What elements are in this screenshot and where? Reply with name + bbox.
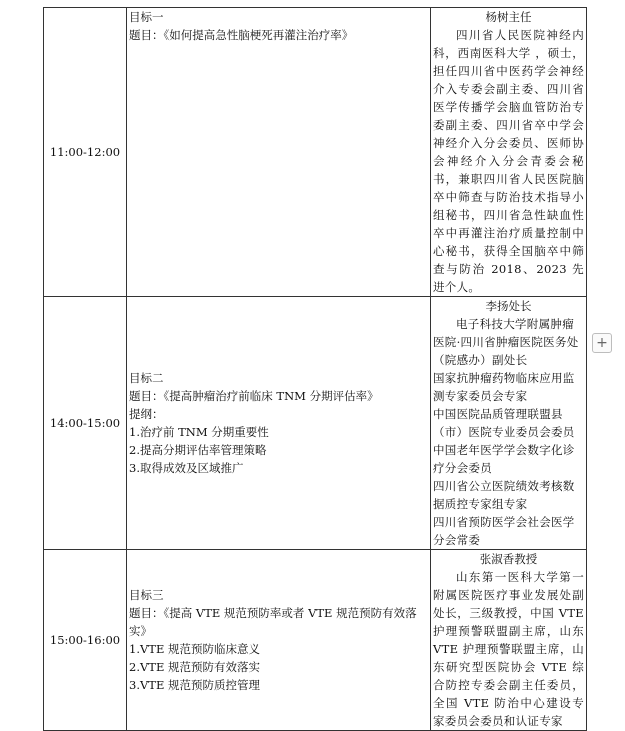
speaker-cell — [431, 8, 587, 297]
outline-item: 3.取得成效及区域推广 — [129, 461, 244, 475]
schedule-table — [43, 7, 587, 731]
session-goal: 目标三 — [129, 588, 164, 602]
session-content — [127, 8, 431, 297]
table-row — [44, 297, 587, 550]
speaker-name: 杨树主任 — [485, 10, 532, 24]
session-topic: 题目：《如何提高急性脑梗死再灌注治疗率》 — [129, 28, 354, 42]
add-row-button[interactable]: + — [592, 333, 612, 353]
session-time: 14:00-15:00 — [44, 297, 127, 550]
speaker-bio: 山东第一医科大学第一附属医院医疗事业发展处副处长，三级教授，中国 VTE 护理预警联盟副主席，山东 VTE 护理预警联盟主席，山东研究型医院协会 VTE 综合防控专委会副主任委员，全国 VTE 防治中心建设专家委员会委员和认证专家 — [433, 570, 584, 728]
table-row — [44, 550, 587, 731]
session-topic: 题目：《提高 VTE 规范预防率或者 VTE 规范预防有效落实》 — [129, 606, 417, 638]
speaker-bio-line: 中国医院品质管理联盟县（市）医院专业委员会委员 — [433, 407, 575, 439]
session-content — [127, 550, 431, 731]
table-row — [44, 8, 587, 297]
outline-label: 提纲： — [129, 407, 164, 421]
speaker-bio-line: 中国老年医学学会数字化诊疗分会委员 — [433, 443, 575, 475]
speaker-bio-line: 电子科技大学附属肿瘤医院·四川省肿瘤医院医务处（院感办）副处长 — [433, 317, 579, 367]
session-time: 11:00-12:00 — [44, 8, 127, 297]
outline-item: 2.提高分期评估率管理策略 — [129, 443, 267, 457]
speaker-name: 李扬处长 — [485, 299, 532, 313]
speaker-cell — [431, 297, 587, 550]
outline-item: 3.VTE 规范预防质控管理 — [129, 678, 260, 692]
session-time: 15:00-16:00 — [44, 550, 127, 731]
speaker-bio: 四川省人民医院神经内科，西南医科大学 ，硕士，担任四川省中医药学会神经介入专委会副主委、四川省医学传播学会脑血管防治专委副主委、四川省卒中学会神经介入分会委员、医师协会神经介入分会青委会秘书，兼职四川省人民医院脑卒中筛查与防治技术指导小组秘书，四川省急性缺血性卒中再灌注治疗质量控制中心秘书，获得全国脑卒中筛查与防治 2018、2023 先进个人。 — [433, 28, 584, 294]
session-goal: 目标二 — [129, 371, 164, 385]
outline-item: 1.VTE 规范预防临床意义 — [129, 642, 260, 656]
session-goal: 目标一 — [129, 10, 164, 24]
speaker-name: 张淑香教授 — [479, 552, 538, 566]
speaker-bio-line: 四川省公立医院绩效考核数据质控专家组专家 — [433, 479, 575, 511]
outline-item: 2.VTE 规范预防有效落实 — [129, 660, 260, 674]
speaker-cell — [431, 550, 587, 731]
speaker-bio-line: 四川省预防医学会社会医学分会常委 — [433, 515, 575, 547]
speaker-bio-line: 国家抗肿瘤药物临床应用监测专家委员会专家 — [433, 371, 575, 403]
session-topic: 题目：《提高肿瘤治疗前临床 TNM 分期评估率》 — [129, 389, 379, 403]
session-content — [127, 297, 431, 550]
outline-item: 1.治疗前 TNM 分期重要性 — [129, 425, 269, 439]
